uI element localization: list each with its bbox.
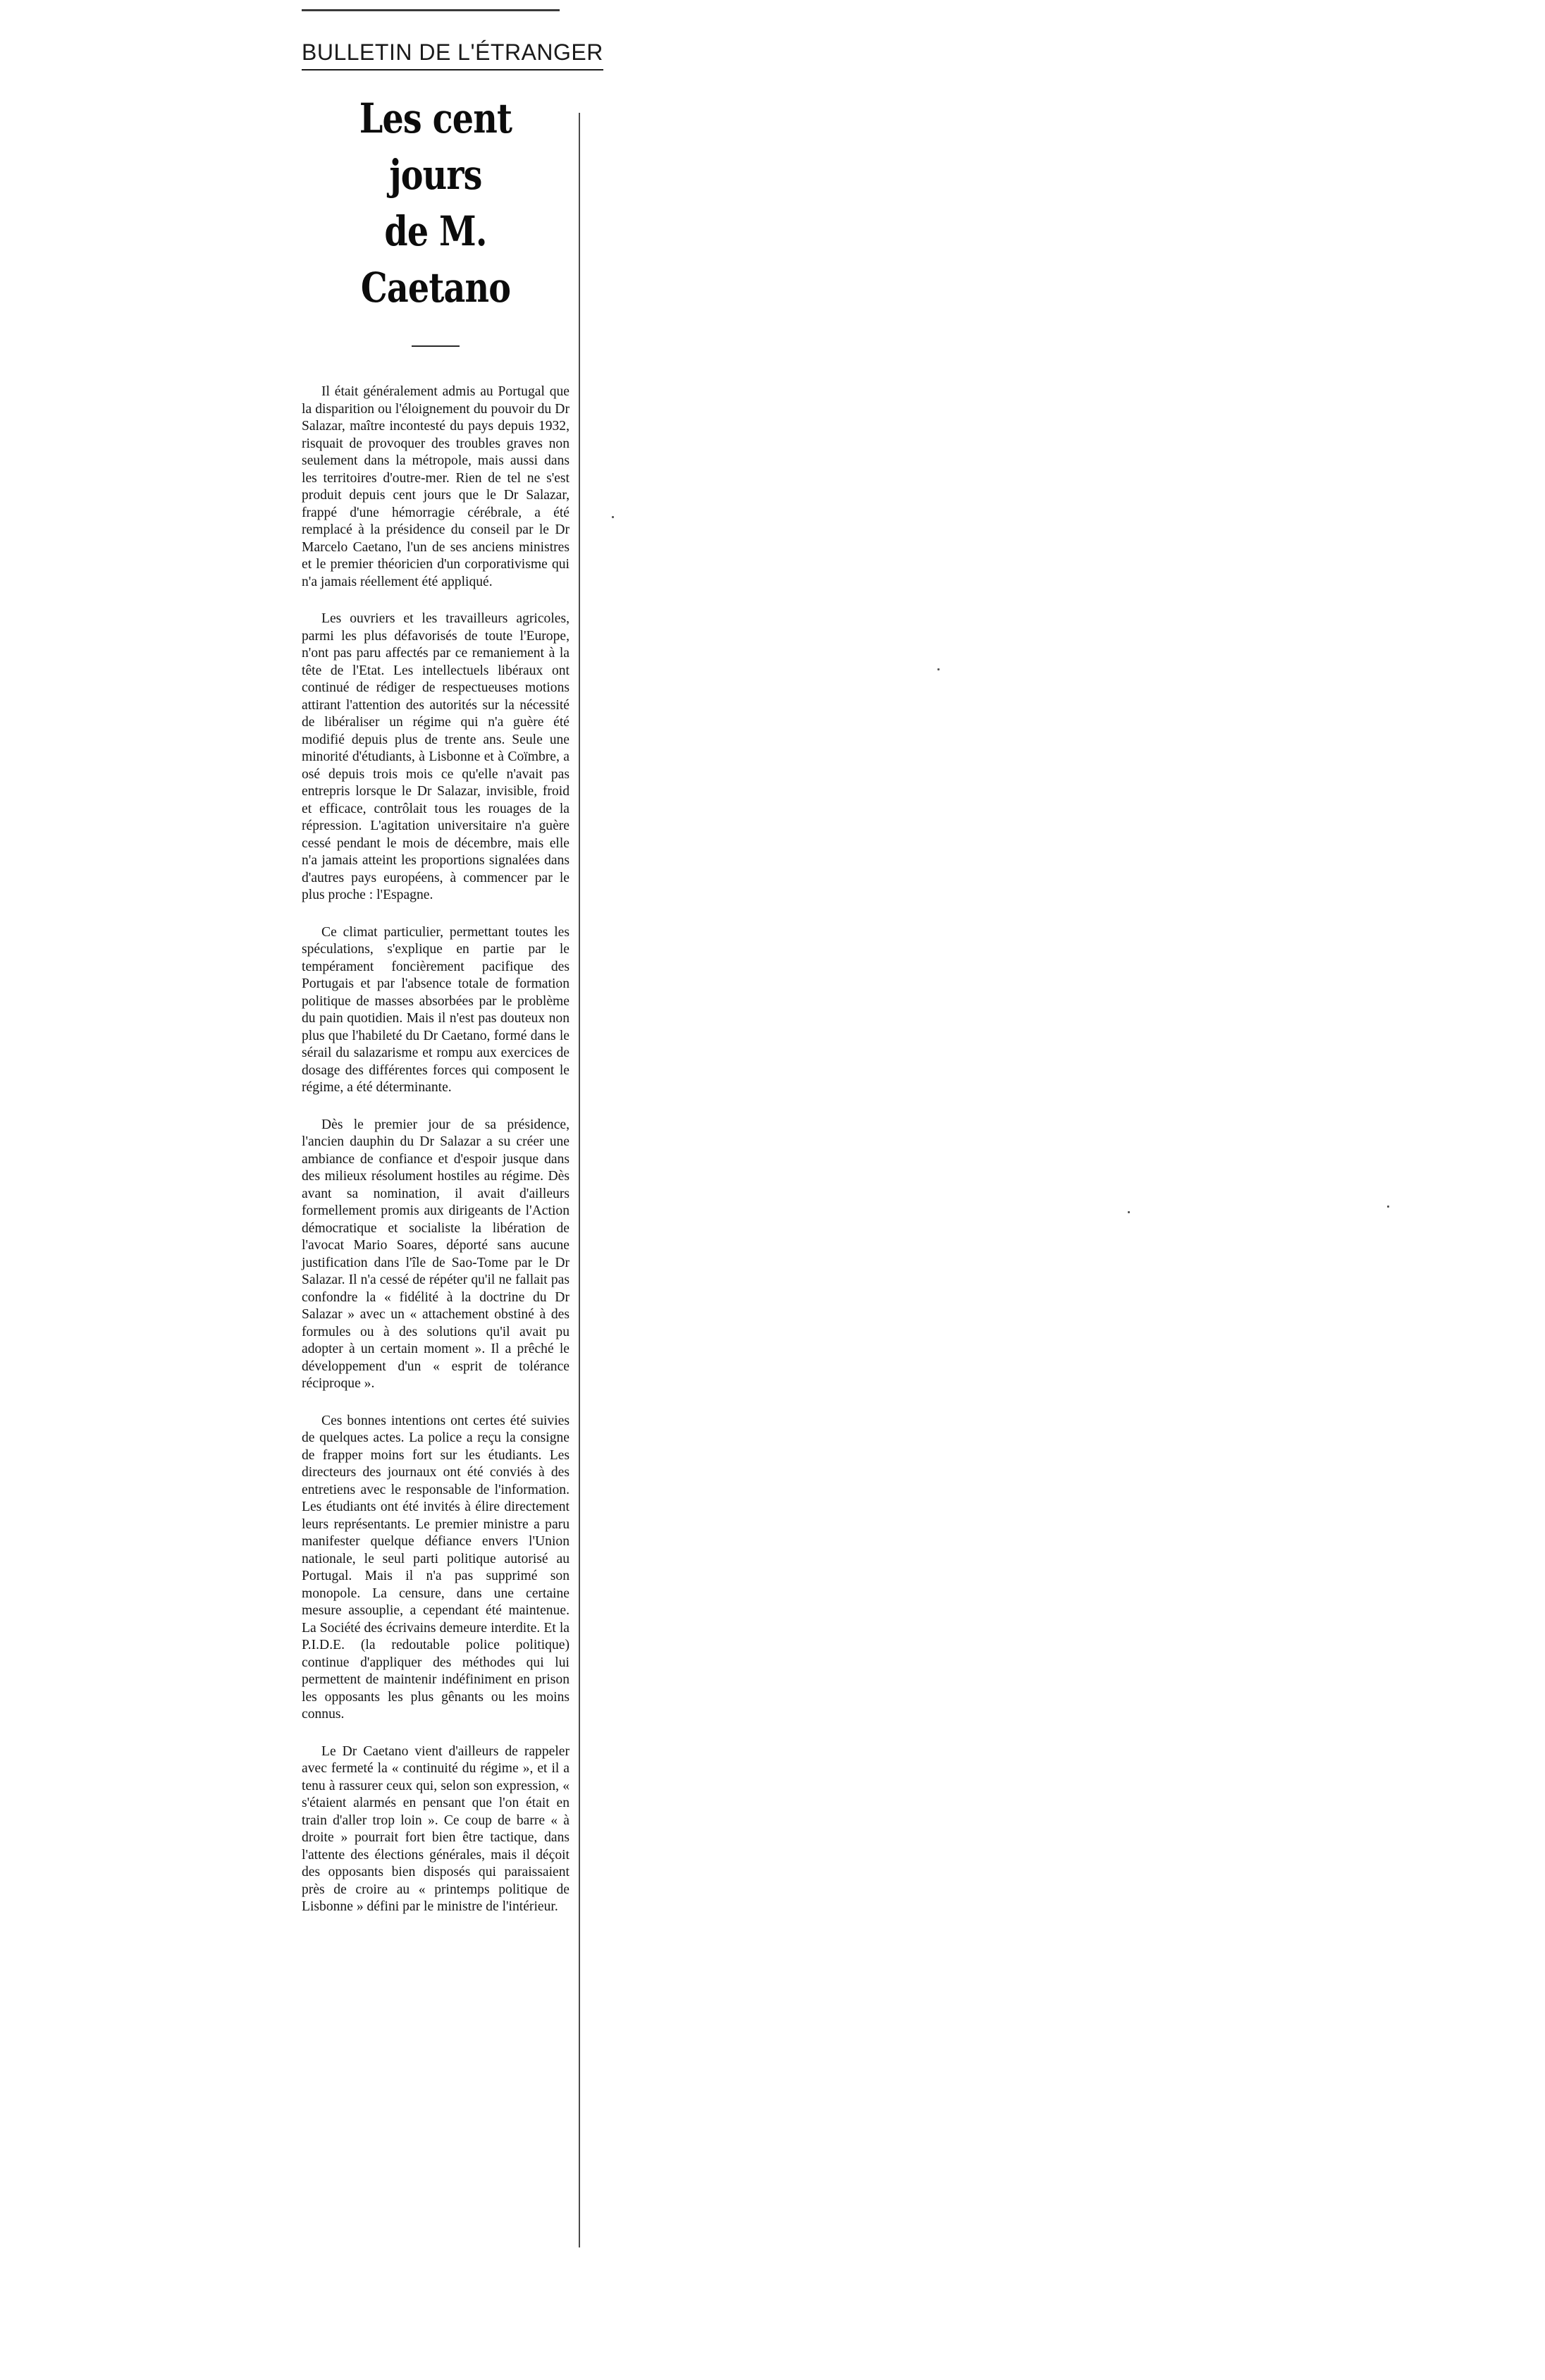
- top-rule: [302, 9, 560, 11]
- scan-speck: [612, 516, 614, 518]
- title-separator: [412, 345, 460, 347]
- article-column: [302, 39, 603, 1936]
- section-kicker: BULLETIN DE L'ÉTRANGER: [302, 39, 603, 70]
- article-body: [302, 384, 570, 1916]
- paragraph-5: Ces bonnes intentions ont certes été suivies de quelques actes. La police a reçu la consigne de frapper moins fort sur les étudiants. Les directeurs des journaux ont été conviés à des entretiens avec le responsable de l'information. Les étudiants ont été invités à élire directement leurs représentants. Le premier ministre a paru manifester quelque défiance envers l'Union nationale, le seul parti politique autorisé au Portugal. Mais il n'a pas supprimé son monopole. La censure, dans une certaine mesure assouplie, a cependant été maintenue. La Société des écrivains demeure interdite. Et la P.I.D.E. (la redoutable police politique) continue d'appliquer des méthodes qui lui permettent de maintenir indéfiniment en prison les opposants les plus gênants ou les moins connus.: [302, 1413, 570, 1722]
- paragraph-2: Les ouvriers et les travailleurs agricoles, parmi les plus défavorisés de toute l'Europe, n'ont pas paru affectés par ce remaniement à la tête de l'Etat. Les intellectuels libéraux ont continué de rédiger de respectueuses motions attirant l'attention des autorités sur la nécessité de libéraliser un régime qui n'a guère été modifié depuis plus de trente ans. Seule une minorité d'étudiants, à Lisbonne et à Coïmbre, a osé depuis trois mois ce qu'elle n'avait pas entrepris lorsque le Dr Salazar, invisible, froid et efficace, contrôlait tous les rouages de la répression. L'agitation universitaire n'a guère cessé pendant le mois de décembre, mais elle n'a jamais atteint les proportions signalées dans d'autres pays européens, à commencer par le plus proche : l'Espagne.: [302, 611, 570, 902]
- column-rule: [579, 113, 580, 2247]
- paragraph-4: Dès le premier jour de sa présidence, l'ancien dauphin du Dr Salazar a su créer une ambiance de confiance et d'espoir jusque dans des milieux résolument hostiles au régime. Dès avant sa nomination, il avait d'ailleurs formellement promis aux dirigeants de l'Action démocratique et socialiste la libération de l'avocat Mario Soares, déporté sans aucune justification dans l'île de Sao-Tome par le Dr Salazar. Il n'a cessé de répéter qu'il ne fallait pas confondre la « fidélité à la doctrine du Dr Salazar » avec un « attachement obstiné à des formules ou à des solutions qu'il avait pu adopter à un certain moment ». Il a prêché le développement d'un « esprit de tolérance réciproque ».: [302, 1117, 570, 1391]
- scan-speck: [937, 668, 940, 670]
- headline-line-1: Les cent jours: [359, 94, 512, 199]
- article-headline: [326, 90, 546, 316]
- scan-speck: [1387, 1206, 1389, 1208]
- headline-line-2: de M. Caetano: [360, 207, 511, 312]
- scan-speck: [1128, 1211, 1130, 1213]
- paragraph-3: Ce climat particulier, permettant toutes les spéculations, s'explique en partie par le tempérament foncièrement pacifique des Portugais et par l'absence totale de formation politique de masses absorbées par le problème du pain quotidien. Mais il n'est pas douteux non plus que l'habileté du Dr Caetano, formé dans le sérail du salazarisme et rompu aux exercices de dosage des différentes forces qui composent le régime, a été déterminante.: [302, 924, 570, 1095]
- paragraph-6: Le Dr Caetano vient d'ailleurs de rappeler avec fermeté la « continuité du régime », et il a tenu à rassurer ceux qui, selon son expression, « s'étaient alarmés en pensant que l'on était en train d'aller trop loin ». Ce coup de barre « à droite » pourrait fort bien être tactique, dans l'attente des élections générales, mais il déçoit des opposants bien disposés qui paraissaient près de croire au « printemps politique de Lisbonne » défini par le ministre de l'intérieur.: [302, 1743, 570, 1914]
- paragraph-1: Il était généralement admis au Portugal que la disparition ou l'éloignement du pouvoir du Dr Salazar, maître incontesté du pays depuis 1932, risquait de provoquer des troubles graves non seulement dans la métropole, mais aussi dans les territoires d'outre-mer. Rien de tel ne s'est produit depuis cent jours que le Dr Salazar, frappé d'une hémorragie cérébrale, a été remplacé à la présidence du conseil par le Dr Marcelo Caetano, l'un de ses anciens ministres et le premier théoricien d'un corporativisme qui n'a jamais réellement été appliqué.: [302, 384, 570, 589]
